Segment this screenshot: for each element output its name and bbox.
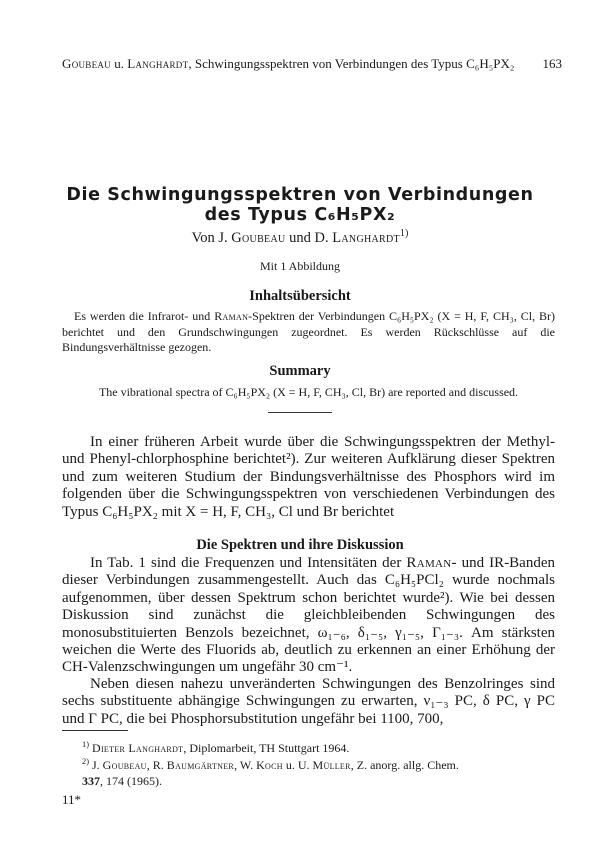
- body-paragraph-1: In einer früheren Arbeit wurde über die Schwingungsspektren der Methyl- und Phenyl-chlorphosphine berichtet²). Zur weiteren Aufklärung dieser Spektren und zum weiteren Studium der Bindungsverhältnisse des Phosphors wird im folgenden über die Schwingungsspektren von verschiedenen Verbindungen des Typus C₆H₅PX₂ mit X = H, F, CH₃, Cl und Br berichtet: [62, 434, 555, 520]
- section-divider: [268, 412, 332, 413]
- running-head-text: , Schwingungsspektren von Verbindungen des Typus C₆H₅PX₂: [188, 56, 515, 71]
- author-goubeau: Goubeau: [231, 230, 286, 246]
- summary-text: The vibrational spectra of C₆H₅PX₂ (X = H, F, CH₃, Cl, Br) are reported and discussed.: [98, 385, 519, 399]
- footnote-2-author-3: Koch: [256, 758, 283, 772]
- authors-prefix: Von J.: [191, 230, 232, 246]
- footnote-1-text: , Diplomarbeit, TH Stuttgart 1964.: [183, 741, 350, 755]
- footnote-rule: [62, 730, 128, 731]
- footnote-1: [62, 740, 555, 756]
- footnote-2-marker: 2): [82, 757, 89, 766]
- abstract-text: [62, 309, 555, 356]
- paragraph-2-raman: Raman: [406, 555, 452, 571]
- footnote-2-prefix: J.: [91, 758, 103, 772]
- running-head-author1: Goubeau: [62, 56, 111, 71]
- footnote-2-author-1: Goubeau: [102, 758, 147, 772]
- running-head-connector: u.: [111, 56, 128, 71]
- footnote-2: [62, 757, 555, 789]
- article-title: [0, 185, 600, 225]
- authors-line: [0, 230, 600, 247]
- author-langhardt: Langhardt: [332, 230, 400, 246]
- footnote-2-journal: , Z. anorg. allg. Chem.: [350, 758, 459, 772]
- paragraph-2-part-b: - und IR-Banden dieser Verbindungen zusammengestellt. Auch das C₆H₅PCl₂ wurde nochmals aufgenommen, über dessen Spektrum schon berichtet wurde²). Wie bei dessen Diskussion sind zunächst die gleichbleibenden Schwingungen des monosubstituierten Benzols bezeichnet, ω₁₋₆, δ₁₋₅, γ₁₋₅, Γ₁₋₃. Am stärksten weichen die Werte des Fluorids ab, deutlich zu erkennen an einer Erhöhung der CH-Valenzschwingungen um ungefähr 30 cm⁻¹.: [62, 555, 555, 676]
- title-line-2: des Typus C₆H₅PX₂: [204, 205, 396, 225]
- body-paragraph-3: Neben diesen nahezu unveränderten Schwingungen des Benzolringes sind sechs substituente abhängige Schwingungen zu erwarten, ν₁₋₃ PC, δ PC, γ PC und Γ PC, die bei Phosphorsubstitution ungefähr bei 1100, 700,: [62, 676, 555, 727]
- running-head-author2: Langhardt: [127, 56, 189, 71]
- footnote-2-pages: , 174 (1965).: [100, 774, 162, 788]
- abstract-part-b: -Spektren der Verbindungen C₆H₅PX₂ (X = H, F, CH₃, Cl, Br) berichtet und den Grundschwingungen zugeordnet. Es werden Rückschlüsse auf die Bindungsverhältnisse gezogen.: [62, 309, 555, 354]
- running-head: [62, 56, 562, 72]
- abstract-raman: Raman: [214, 309, 249, 323]
- footnote-1-marker: 1): [82, 740, 89, 749]
- footnote-2-author-2: Baumgärtner: [166, 758, 235, 772]
- authors-middle: und D.: [285, 230, 333, 246]
- footnote-2-sep-3: u. U.: [282, 758, 313, 772]
- page-number: 163: [542, 56, 562, 71]
- footnote-2-volume: 337: [82, 774, 100, 788]
- footnote-1-name: Dieter Langhardt: [91, 741, 184, 755]
- body-paragraph-2: [62, 555, 555, 677]
- author-footnote-ref: 1): [399, 228, 409, 240]
- footnote-2-author-4: Müller: [312, 758, 351, 772]
- summary-heading: Summary: [269, 363, 331, 379]
- signature-mark: 11*: [62, 792, 82, 807]
- figure-note: Mit 1 Abbildung: [259, 259, 340, 273]
- footnote-2-sep-2: , W.: [234, 758, 257, 772]
- abstract-heading: Inhaltsübersicht: [249, 288, 351, 304]
- paragraph-2-part-a: In Tab. 1 sind die Frequenzen und Intensitäten der: [90, 555, 407, 571]
- footnote-2-sep-1: , R.: [146, 758, 167, 772]
- title-line-1: Die Schwingungsspektren von Verbindungen: [66, 185, 534, 205]
- section-heading: Die Spektren und ihre Diskussion: [196, 537, 404, 553]
- abstract-part-a: Es werden die Infrarot- und: [74, 309, 215, 323]
